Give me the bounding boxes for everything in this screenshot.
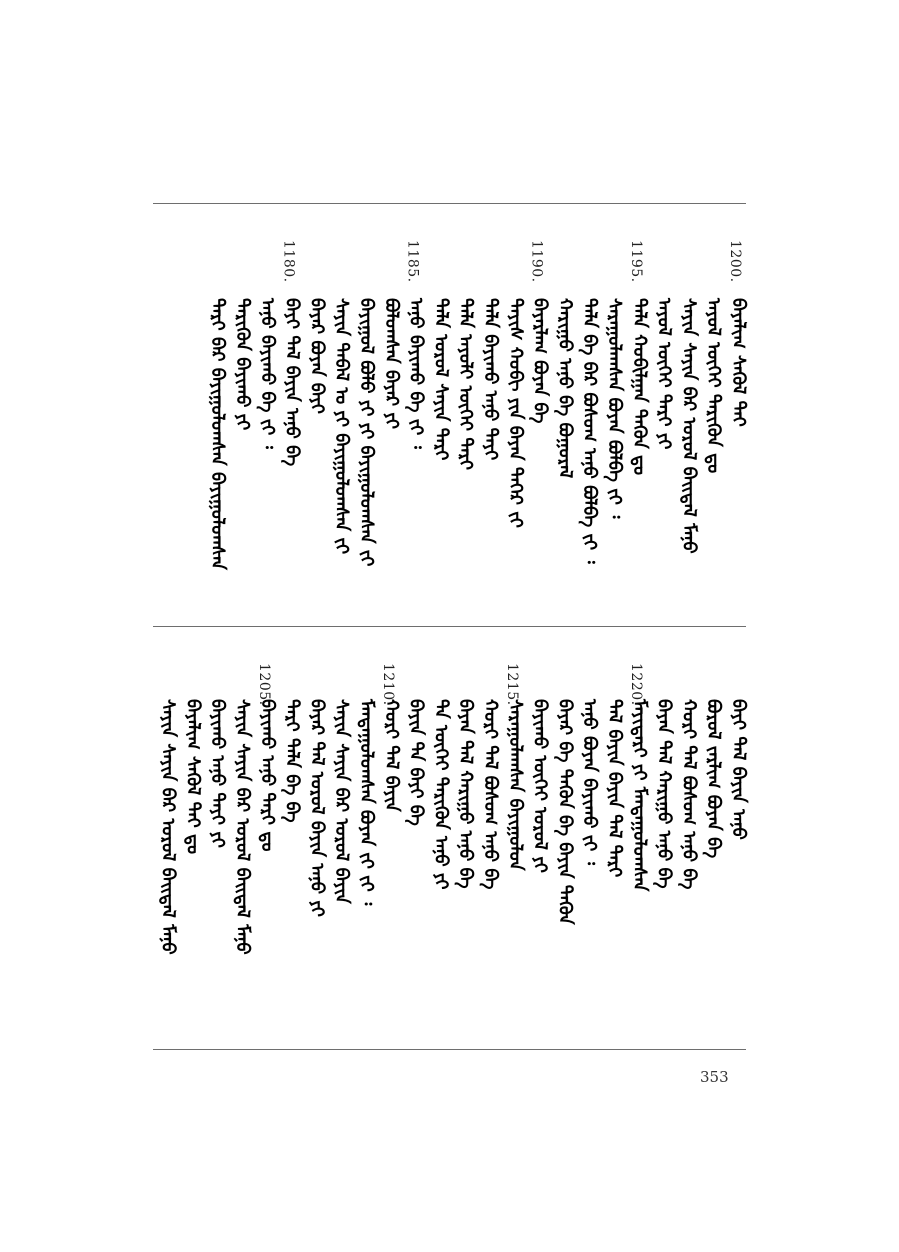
- verse-line: ᠲᠠᠯᠠ ᠠᠶᠤᠯᠢ ᠦᠭᠡᠢ ᠲᠡᠷᠢ: [455, 298, 477, 471]
- verse-line: ᠠᠶᠤᠯ ᠦᠭᠡᠢ ᠲᠡᠷᠢ ᠶᠢ: [653, 298, 675, 450]
- bottom-rule: [153, 1049, 746, 1050]
- line-number: 1205.: [255, 663, 272, 706]
- verse-line: ᠠᠨᠤ ᠪᠠᠶᠢᠬᠤ ᠪᠠ ᠵᠢ ᠄: [256, 298, 278, 449]
- verse-line: ᠰᠠᠶᠢᠨ ᠰᠠᠶᠢᠨ ᠪᠡᠷ ᠤᠷᠤᠯ ᠪᠠᠢᠳᠠᠯ ᠮᠠᠨᠤ: [678, 298, 700, 554]
- verse-line: ᠲᠡᠷᠢᠭᠦᠨ ᠪᠠᠶᠢᠬᠤ ᠶᠢ: [232, 298, 253, 431]
- verse-line: ᠪᠠᠶᠢᠭᠤᠯ ᠪᠣᠯᠤ ᠶᠢ ᠶᠢ ᠪᠠᠶᠢᠭᠤᠯᠤᠭᠰᠠᠨ ᠵᠢ: [356, 298, 377, 567]
- line-number: 1185.: [404, 240, 421, 283]
- verse-line: ᠪᠠᠶᠠᠷ ᠪᠠ ᠲᠡᠭᠦᠨ ᠪᠠ ᠪᠠᠶᠢᠨ ᠲᠡᠭᠦᠨ: [554, 699, 576, 925]
- verse-line: ᠲᠠᠯᠠ ᠬᠤᠪᠢᠯᠭᠠᠨ ᠲᠡᠭᠦᠨ ᠳᠤ: [628, 298, 650, 476]
- verse-line: ᠲᠡᠷᠢ ᠪᠡᠷ ᠪᠠᠶᠢᠭᠤᠯᠤᠭᠰᠠᠨ ᠪᠠᠶᠢᠭᠤᠯᠤᠭᠰᠠᠨ: [207, 298, 229, 570]
- page-number: 353: [700, 1068, 729, 1086]
- verse-line: ᠪᠠᠶᠠᠯᠢᠭ ᠰᠡᠭᠦᠯ ᠲᠡᠢ ᠳᠤ: [182, 699, 204, 855]
- line-number: 1215.: [503, 663, 520, 706]
- verse-line: ᠠᠨᠤ ᠪᠤᠶᠠᠨ ᠪᠠᠶᠢᠬᠤ ᠵᠢ ᠄: [579, 699, 601, 865]
- verse-line: ᠮᠠᠨᠳᠠᠭᠤᠯᠤᠭᠰᠠᠨ ᠪᠤᠶᠠᠨ ᠵᠢ ᠵᠢ ᠄: [356, 699, 377, 906]
- verse-line: ᠪᠠᠶᠢ ᠲᠠᠯ ᠪᠠᠶᠢᠨ ᠠᠨᠤ: [728, 699, 749, 840]
- line-number: 1180.: [280, 240, 297, 283]
- line-number: 1190.: [528, 240, 545, 283]
- verse-line: ᠲᠠᠶᠢᠰ ᠬᠤᠪᠢ ᠶᠢᠨ ᠪᠠᠶᠠᠨ ᠲᠡᠭᠡᠷ ᠵᠢ: [504, 298, 526, 528]
- verse-line: ᠲᠠᠯᠠ ᠪᠠᠶᠢᠬᠤ ᠠᠨᠤ ᠲᠡᠶᠢ: [480, 298, 501, 461]
- verse-line: ᠬᠤᠷᠢ ᠲᠠᠯ ᠪᠠᠶᠢᠨ: [380, 699, 402, 812]
- line-number: 1210.: [379, 663, 396, 706]
- verse-line: ᠪᠠᠶᠠᠯᠢᠭ ᠰᠡᠭᠦᠯ ᠲᠡᠢ: [728, 298, 749, 427]
- top-rule: [153, 203, 746, 204]
- verse-line: ᠪᠠᠶᠢᠬᠤ ᠠᠨᠤ ᠲᠡᠶᠢ ᠶᠢ: [207, 699, 229, 848]
- verse-line: ᠰᠠᠶᠢᠨ ᠰᠠᠶᠢᠨ ᠪᠡᠷ ᠤᠷᠤᠯ ᠪᠠᠶᠢᠨ: [331, 699, 353, 904]
- verse-line: ᠬᠤᠷᠢ ᠲᠠᠯ ᠪᠤᠰᠤᠭ ᠠᠨᠤ ᠪᠠ: [480, 699, 501, 890]
- verse-line: ᠰᠠᠷᠠᠭᠤᠯᠠᠭᠰᠠᠨ ᠪᠠᠶᠢᠭᠤᠯᠤᠨ: [504, 699, 526, 871]
- line-number: 1195.: [627, 240, 644, 283]
- verse-line: ᠬᠠᠷᠢᠭᠤ ᠠᠨᠤ ᠪᠠ ᠪᠤᠭᠤᠷᠠᠯ: [554, 298, 576, 479]
- verse-line: ᠪᠠᠶᠢᠬᠤ ᠠᠨᠤ ᠲᠡᠷᠢ ᠳᠤ: [256, 699, 278, 852]
- verse-line: ᠪᠠᠶᠠᠷ ᠪᠤᠶᠠᠨ ᠪᠠᠶᠢ: [306, 298, 328, 414]
- verse-line: ᠲᠡᠷᠢ ᠲᠠᠯᠠ ᠪᠠ ᠪᠠ: [281, 699, 303, 823]
- verse-line: ᠪᠠᠶᠢ ᠲᠠᠯ ᠪᠠᠶᠢᠨ ᠠᠨᠤ ᠪᠠ: [281, 298, 303, 467]
- verse-line: ᠪᠠᠶᠠᠷ ᠲᠠᠯ ᠤᠷᠤᠯ ᠪᠠᠶᠢᠨ ᠠᠨᠤ ᠶᠢ: [306, 699, 328, 917]
- verse-line: ᠰᠠᠶᠢᠨ ᠰᠠᠶᠢᠨ ᠪᠡᠷ ᠤᠷᠤᠯ ᠪᠠᠢᠳᠠᠯ ᠮᠠᠨᠤ: [157, 699, 179, 955]
- verse-line: ᠰᠠᠶᠢᠨ ᠲᠠᠪᠠᠯ ᠤ ᠶᠢ ᠪᠠᠶᠢᠭᠤᠯᠤᠭᠰᠠᠨ ᠵᠢ: [331, 298, 353, 555]
- line-number: 1200.: [727, 240, 743, 283]
- verse-line: ᠲᠠᠯᠠ ᠪᠠ ᠪᠠᠷ ᠪᠤᠰᠤᠭ ᠠᠨᠤ ᠪᠣᠯᠪᠠ ᠵᠢ ᠄: [579, 298, 601, 564]
- verse-line: ᠪᠠᠶᠠᠷᠯᠠᠭ ᠪᠤᠶᠠᠨ ᠪᠠ: [529, 298, 551, 424]
- verse-line: ᠪᠤᠷᠤᠯ ᠵᠠᠷᠯᠢᠭ ᠪᠤᠶᠠᠨ ᠪᠠ: [703, 699, 725, 859]
- verse-line: ᠠᠨᠤ ᠪᠠᠶᠢᠬᠤ ᠪᠠ ᠵᠢ ᠄: [405, 298, 427, 449]
- verse-line: ᠲᠠᠯᠠ ᠤᠷᠤᠯ ᠰᠠᠶᠢᠨ ᠲᠡᠷᠢ: [430, 298, 452, 461]
- verse-line: ᠰᠠᠶᠢᠨ ᠰᠠᠶᠢᠨ ᠪᠡᠷ ᠤᠷᠤᠯ ᠪᠠᠢᠳᠠᠯ ᠮᠠᠨᠤ: [232, 699, 253, 955]
- verse-line: ᠮᠠᠶᠢᠳᠠᠷᠢ ᠶᠢ ᠮᠠᠨᠳᠠᠭᠤᠯᠤᠭᠰᠠᠨ: [628, 699, 650, 892]
- verse-line: ᠰᠠᠷᠠᠭᠤᠯᠠᠭᠰᠠᠨ ᠪᠤᠶᠠᠨ ᠪᠣᠯᠪᠠ ᠵᠢ ᠄: [604, 298, 625, 519]
- middle-rule: [153, 626, 746, 627]
- verse-line: ᠪᠠᠶᠢᠬᠤ ᠦᠭᠡᠢ ᠤᠷᠤᠯ ᠶᠢ: [529, 699, 551, 873]
- line-number: 1220.: [627, 663, 644, 706]
- verse-line: ᠲᠠ ᠦᠭᠡᠢ ᠲᠡᠷᠢᠭᠦᠨ ᠠᠨᠤ ᠶᠢ: [430, 699, 452, 890]
- verse-line: ᠪᠤᠯᠤᠭᠰᠠᠨ ᠪᠠᠶᠠᠷ ᠶᠢ: [380, 298, 402, 429]
- verse-line: ᠪᠠᠶᠠᠨ ᠲᠠᠯ ᠬᠠᠷᠢᠭᠤ ᠠᠨᠤ ᠪᠠ: [455, 699, 477, 889]
- verse-line: ᠪᠠᠶᠠᠨ ᠲᠠᠯ ᠬᠠᠷᠢᠭᠤ ᠠᠨᠤ ᠪᠠ: [653, 699, 675, 889]
- verse-line: ᠪᠠᠶᠢᠨ ᠲᠠ ᠪᠠᠶᠢ ᠪᠠ: [405, 699, 427, 826]
- verse-line: ᠲᠠᠯ ᠪᠠᠶᠢᠨ ᠪᠠᠶᠢᠨ ᠲᠠᠯ ᠲᠡᠷᠢ: [604, 699, 625, 878]
- verse-line: ᠬᠤᠷᠢ ᠲᠠᠯ ᠪᠤᠰᠤᠭ ᠠᠨᠤ ᠪᠠ: [678, 699, 700, 890]
- verse-line: ᠠᠶᠤᠯ ᠦᠭᠡᠢ ᠲᠡᠷᠢᠭᠦᠨ ᠳᠤ: [703, 298, 725, 474]
